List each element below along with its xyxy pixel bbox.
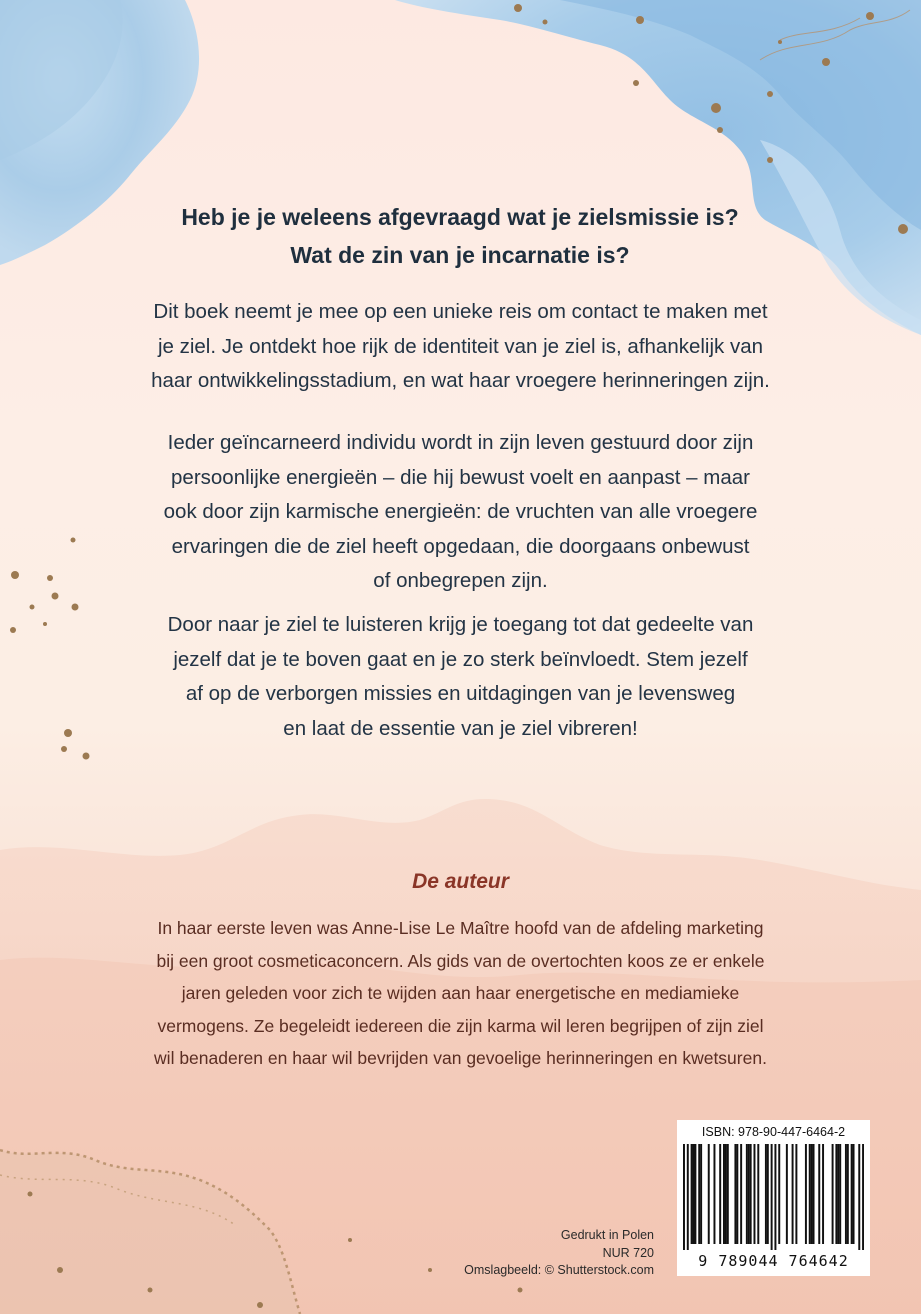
barcode-digits: 9 789044 764642: [698, 1252, 849, 1270]
paragraph-line: jezelf dat je te boven gaat en je zo sterk beïnvloedt. Stem jezelf: [173, 647, 748, 671]
barcode-bar: [845, 1144, 847, 1244]
barcode-bar: [862, 1144, 864, 1250]
barcode-bar: [694, 1144, 696, 1244]
author-bio-line: vermogens. Ze begeleidt iedereen die zijn karma wil leren begrijpen of zijn ziel: [157, 1015, 764, 1036]
paragraph-line: haar ontwikkelingsstadium, en wat haar vroegere herinneringen zijn.: [151, 369, 770, 392]
author-bio-line: wil benaderen en haar wil bevrijden van gevoelige herinneringen en kwetsuren.: [154, 1048, 767, 1068]
paragraph-line: en laat de essentie van je ziel vibreren!: [283, 716, 638, 740]
barcode-bar: [858, 1144, 860, 1250]
barcode-bar: [727, 1144, 729, 1244]
author-bio-line: In haar eerste leven was Anne-Lise Le Maître hoofd van de afdeling marketing: [157, 918, 764, 938]
imprint: [464, 1227, 654, 1280]
nur-code: NUR 720: [602, 1245, 654, 1260]
headline-line-2: Wat de zin van je incarnatie is?: [290, 242, 630, 268]
barcode-bar: [753, 1144, 755, 1244]
barcode-bar: [774, 1144, 776, 1250]
paragraph-line: Ieder geïncarneerd individu wordt in zijn leven gestuurd door zijn: [167, 431, 754, 454]
barcode-bar: [691, 1144, 693, 1244]
printed-in: Gedrukt in Polen: [560, 1228, 654, 1242]
barcode-bar: [723, 1144, 725, 1244]
barcode-bar: [693, 1144, 695, 1244]
barcode-box: [677, 1120, 870, 1276]
intro-paragraph: [40, 295, 881, 399]
barcode-bar: [765, 1144, 767, 1244]
barcode-bar: [736, 1144, 738, 1244]
barcode-bar: [725, 1144, 727, 1244]
cover-image-credit: Omslagbeeld: © Shutterstock.com: [464, 1263, 654, 1277]
barcode-bar: [708, 1144, 710, 1244]
barcode-bar: [839, 1144, 841, 1244]
barcode-bar: [813, 1144, 815, 1244]
barcode-bar: [792, 1144, 794, 1244]
barcode-bar: [748, 1144, 750, 1244]
barcode-bar: [746, 1144, 748, 1244]
barcode-bar: [818, 1144, 820, 1244]
barcode-bar: [786, 1144, 788, 1244]
headline-line-1: Heb je je weleens afgevraagd wat je zielsmissie is?: [181, 204, 739, 230]
barcode-bar: [853, 1144, 855, 1244]
barcode-bar: [847, 1144, 849, 1244]
soul-paragraph: [40, 608, 881, 746]
paragraph-line: Door naar je ziel te luisteren krijg je toegang tot dat gedeelte van: [167, 613, 754, 636]
barcode-bar: [767, 1144, 769, 1244]
barcode-bar: [778, 1144, 780, 1244]
headline: [60, 198, 860, 274]
barcode-bar: [809, 1144, 811, 1244]
barcode-bar: [740, 1144, 742, 1244]
barcode-bar: [750, 1144, 752, 1244]
barcode-bar: [835, 1144, 837, 1244]
karma-paragraph: [40, 426, 881, 599]
barcode-bar: [757, 1144, 759, 1244]
barcode-bar: [805, 1144, 807, 1244]
barcode-bar: [837, 1144, 839, 1244]
barcode-bars: [683, 1144, 864, 1250]
author-bio-line: jaren geleden voor zich te wijden aan haar energetische en mediamieke: [181, 983, 740, 1003]
barcode-bar: [771, 1144, 773, 1250]
barcode-bar: [851, 1144, 853, 1244]
barcode-bar: [734, 1144, 736, 1244]
isbn-label: ISBN: 978-90-447-6464-2: [701, 1125, 846, 1139]
barcode-bar: [719, 1144, 721, 1244]
author-section-title: De auteur: [412, 870, 509, 893]
author-bio: [30, 912, 891, 1075]
barcode-bar: [822, 1144, 824, 1244]
barcode-bar: [698, 1144, 700, 1244]
paragraph-line: ook door zijn karmische energieën: de vruchten van alle vroegere: [163, 500, 758, 523]
barcode-bar: [795, 1144, 797, 1244]
paragraph-line: Dit boek neemt je mee op een unieke reis om contact te maken met: [153, 300, 768, 323]
paragraph-line: ervaringen die de ziel heeft opgedaan, die doorgaans onbewust: [171, 534, 750, 558]
author-bio-line: bij een groot cosmeticaconcern. Als gids van de overtochten koos ze er enkele: [156, 950, 765, 971]
paragraph-line: persoonlijke energieën – die hij bewust voelt en aanpast – maar: [171, 465, 750, 489]
barcode-bar: [713, 1144, 715, 1244]
barcode-bar: [811, 1144, 813, 1244]
barcode-bar: [683, 1144, 685, 1250]
paragraph-line: af op de verborgen missies en uitdagingen van je levensweg: [185, 682, 736, 705]
paragraph-line: je ziel. Je ontdekt hoe rijk de identiteit van je ziel is, afhankelijk van: [157, 334, 764, 358]
barcode-bar: [832, 1144, 834, 1244]
barcode-bar: [687, 1144, 689, 1250]
paragraph-line: of onbegrepen zijn.: [373, 569, 548, 592]
barcode-bar: [700, 1144, 702, 1244]
